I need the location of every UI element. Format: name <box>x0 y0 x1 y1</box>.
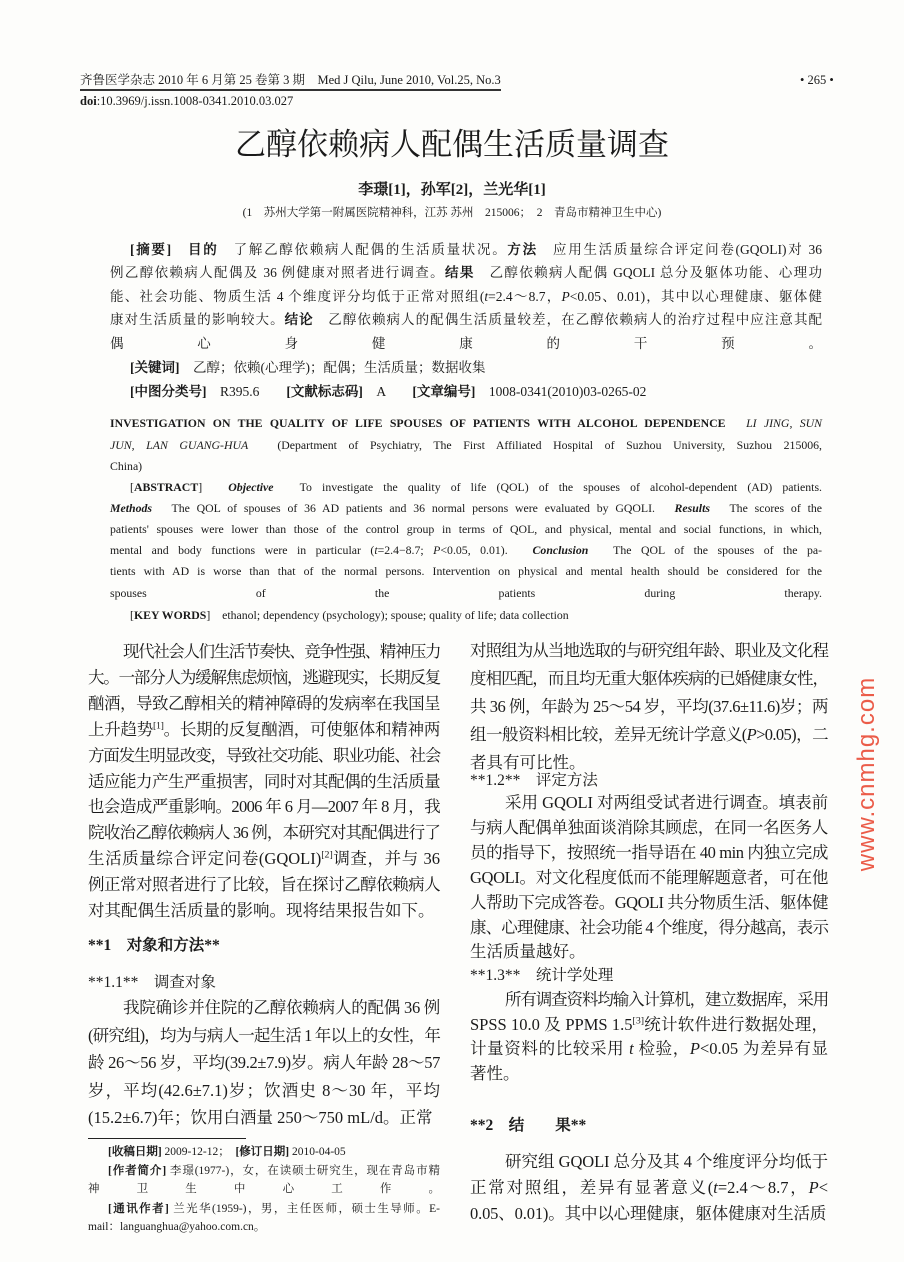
text-run: 岁，平均(42.6±7.1)岁；饮酒史 8～30 年，平均 <box>88 1081 440 1100</box>
text-run: R395.6 <box>206 384 287 399</box>
body-line <box>470 668 828 690</box>
text-run: 康、心理健康、社会功能 4 个维度，得分越高，表示 <box>470 918 828 937</box>
section-heading: **1 对象和方法** <box>88 937 220 954</box>
text-run: 乙醇；依赖(心理学)；配偶；生活质量；数据收集 <box>179 360 486 375</box>
text-run: [ <box>130 480 134 494</box>
body-line <box>470 1203 828 1225</box>
section-heading: **2 结 果** <box>470 1117 587 1134</box>
text-run: 兰光华(1959-)，男，主任医师，硕士生导师。E- <box>168 1203 440 1215</box>
body-line <box>88 874 440 896</box>
body-line <box>505 792 828 814</box>
text-run: 上升趋势 <box>88 720 154 739</box>
italic-text: P <box>808 1178 819 1197</box>
text-run: mail：languanghua@yahoo.com.cn。 <box>88 1221 266 1233</box>
text-run: 适应能力产生严重损害，同时对其配偶的生活质量 <box>88 772 440 791</box>
body-line <box>88 796 440 818</box>
text-run: (研究组)，均为与病人一起生活 1 年以上的女性，年 <box>88 1026 440 1045</box>
bold-text: ABSTRACT <box>133 480 199 494</box>
citation-ref: [3] <box>632 1015 645 1027</box>
text-run: 我院确诊并住院的乙醇依赖病人的配偶 36 例 <box>123 998 440 1017</box>
text-run: 了解乙醇依赖病人配偶的生活质量状况。 <box>218 242 508 257</box>
text-run: (Department of Psychiatry, The First Affiliated Hospital of Suzhou University, Suzhou 215006, <box>248 438 822 452</box>
text-run: < <box>818 1178 828 1197</box>
text-run: 对照组为从当地选取的与研究组年龄、职业及文化程 <box>470 641 828 660</box>
abstract-en-line <box>130 479 822 495</box>
italic-text: JUN, LAN GUANG-HUA <box>110 438 249 452</box>
bold-text: [中图分类号] <box>130 384 207 399</box>
bold-text: [通讯作者] <box>108 1203 169 1215</box>
body-line <box>88 848 440 870</box>
text-run: 与病人配偶单独面谈消除其顾虑，在同一名医务人 <box>470 818 828 837</box>
body-line <box>88 771 440 793</box>
text-run: 人帮助下完成答卷。GQOLI 共分物质生活、躯体健 <box>470 893 828 912</box>
abstract-en-line <box>110 542 822 558</box>
abstract-en-line <box>130 607 822 623</box>
footnote-line <box>108 1144 440 1160</box>
text-run: 者具有可比性。 <box>470 753 586 772</box>
text-run: 也会造成严重影响。2006 年 6 月—2007 年 8 月，我 <box>88 797 440 816</box>
bold-text: [摘要] 目的 <box>130 242 219 257</box>
italic-text: t <box>713 1178 718 1197</box>
authors: 李璟[1]，孙军[2]，兰光华[1] <box>358 182 546 198</box>
text-run: 。长期的反复酗酒，可使躯体和精神两 <box>163 720 440 739</box>
body-line <box>470 696 828 718</box>
doi <box>80 93 293 110</box>
body-line <box>88 745 440 767</box>
text-run: =2.4−8.7; <box>377 543 434 557</box>
body-line <box>470 1177 828 1199</box>
text-run: SPSS 10.0 及 PPMS 1.5 <box>470 1015 633 1034</box>
bold-text: [文献标志码] <box>286 384 363 399</box>
bold-text: INVESTIGATION ON THE QUALITY OF LIFE SPOUSES OF PATIENTS WITH ALCOHOL DEPENDENCE <box>110 416 726 430</box>
text-run: mental and body functions were in particular ( <box>110 543 375 557</box>
text-run: =2.4～8.7， <box>488 289 562 304</box>
subsection-heading: **1.2** 评定方法 <box>470 772 598 789</box>
italic-text: P <box>689 1039 700 1058</box>
text-run: 生活质量越好。 <box>470 942 586 961</box>
italic-text: LI JING, SUN <box>746 416 822 430</box>
text-run: tients with AD is worse than that of the normal persons. Intervention on physical and mental health should be considered for the <box>110 564 822 578</box>
text-run: 度相匹配，而且均无重大躯体疾病的已婚健康女性， <box>470 669 828 688</box>
text-run: The scores of the <box>709 501 822 515</box>
body-line <box>88 1025 440 1047</box>
body-line <box>505 1151 828 1173</box>
text-run: >0.05)，二 <box>756 725 828 744</box>
text-run: 例乙醇依赖病人配偶及 36 例健康对照者进行调查。 <box>110 265 445 280</box>
bold-text: doi <box>80 94 97 108</box>
abstract-cn-line <box>130 241 822 259</box>
body-line <box>470 867 828 889</box>
text-run: 院收治乙醇依赖病人 36 例，本研究对其配偶进行了 <box>88 823 440 842</box>
text-run: 大。一部分人为缓解焦虑烦恼，逃避现实，长期反复 <box>88 668 440 687</box>
body-line <box>88 1080 440 1102</box>
text-run: To investigate the quality of life (QOL) of the spouses of alcohol-dependent (AD) patients. <box>273 480 822 494</box>
bold-text: [文章编号] <box>412 384 476 399</box>
body-line <box>470 1038 828 1060</box>
text-run: [ <box>130 608 134 622</box>
body-line <box>470 817 828 839</box>
bold-text: 方法 <box>507 242 538 257</box>
footnote-line <box>88 1181 440 1197</box>
journal-citation <box>80 72 501 91</box>
bold-text: [收稿日期] <box>108 1146 162 1158</box>
italic-text: t <box>374 543 378 557</box>
text-run: 计量资料的比较采用 <box>470 1039 630 1058</box>
text-run: (1 苏州大学第一附属医院精神科，江苏 苏州 215006； 2 青岛市精神卫生中心) <box>242 207 662 219</box>
body-line <box>88 1052 440 1074</box>
abstract-en-line <box>110 458 822 474</box>
bold-text: 结论 <box>284 312 314 327</box>
text-run: 采用 GQOLI 对两组受试者进行调查。填表前 <box>505 793 828 812</box>
body-line <box>505 989 828 1011</box>
abstract-en-line <box>110 563 822 579</box>
body-line <box>470 640 828 662</box>
bold-text: [作者简介] <box>108 1165 167 1177</box>
text-run: The QOL of spouses of 36 AD patients and 36 normal persons were evaluated by GQOLI. <box>151 501 675 515</box>
bold-text: Objective <box>228 480 274 494</box>
body-line <box>123 641 440 663</box>
citation-ref: [1] <box>153 720 164 732</box>
body-line <box>470 1063 828 1085</box>
abstract-cn-line <box>130 359 822 377</box>
bold-text: Methods <box>110 501 152 515</box>
text-run: A <box>362 384 413 399</box>
text-run <box>726 416 747 430</box>
text-run: =2.4～8.7， <box>717 1178 809 1197</box>
subsection-heading: **1.3** 统计学处理 <box>470 967 614 984</box>
text-run: <0.05, 0.01). <box>440 543 533 557</box>
body-line <box>88 667 440 689</box>
bold-text: [关键词] <box>130 360 180 375</box>
citation-ref: [2] <box>321 849 333 861</box>
text-run: 齐鲁医学杂志 2010 年 6 月第 25 卷第 3 期 Med J Qilu, June 2010, Vol.25, No.3 <box>80 73 501 87</box>
subsection-heading: **1.1** 调查对象 <box>88 974 216 991</box>
text-run: 乙醇依赖病人的配偶生活质量较差，在乙醇依赖病人的治疗过程中应注意其配 <box>313 312 823 327</box>
abstract-en-line <box>110 500 822 516</box>
text-run: 乙醇依赖病人配偶生活质量调查 <box>235 127 669 162</box>
italic-text: P <box>561 289 570 304</box>
text-run: 组一般资料相比较，差异无统计学意义( <box>470 725 747 744</box>
text-run: 检验， <box>633 1039 690 1058</box>
text-run: The QOL of the spouses of the pa- <box>588 543 823 557</box>
body-line <box>88 1107 440 1129</box>
italic-text: P <box>746 725 757 744</box>
text-run: 现代社会人们生活节奏快、竞争性强、精神压力 <box>123 642 440 661</box>
text-run: ] ethanol; dependency (psychology); spouse; quality of life; data collection <box>206 608 569 622</box>
text-run: 所有调查资料均输入计算机，建立数据库，采用 <box>505 990 828 1009</box>
bold-text: Results <box>674 501 710 515</box>
italic-text: t <box>484 289 489 304</box>
text-run: 能、社会功能、物质生活 4 个维度评分均低于正常对照组( <box>110 289 485 304</box>
body-line <box>88 693 440 715</box>
text-run: 1008-0341(2010)03-0265-02 <box>475 384 647 399</box>
text-run: • 265 • <box>800 73 834 87</box>
text-run: :10.3969/j.issn.1008-0341.2010.03.027 <box>96 94 294 108</box>
text-run: 2009-12-12； <box>161 1146 236 1158</box>
footnote-divider <box>88 1138 246 1139</box>
text-run: 2010-04-05 <box>289 1146 346 1158</box>
affiliation <box>0 205 904 221</box>
text-run: 乙醇依赖病人配偶 GQOLI 总分及躯体功能、心理功 <box>474 265 822 280</box>
abstract-cn-line <box>110 311 822 329</box>
text-run: 共 36 例，年龄为 25～54 岁，平均(37.6±11.6)岁；两 <box>470 697 828 716</box>
abstract-en-line <box>110 415 822 431</box>
text-run: GQOLI。对文化程度低而不能理解题意者，可在他 <box>470 868 828 887</box>
bold-text: [修订日期] <box>235 1146 290 1158</box>
text-run: spouses of the patients during therapy. <box>110 586 822 600</box>
text-run: 康对生活质量的影响较大。 <box>110 312 285 327</box>
abstract-cn-line <box>110 335 822 353</box>
body-line <box>88 822 440 844</box>
abstract-en-line <box>110 585 822 601</box>
body-line <box>123 997 440 1019</box>
article-title <box>0 124 904 166</box>
text-run: 方面发生明显改变，导致社交功能、职业功能、社会 <box>88 746 440 765</box>
watermark: www.cnmhg.com <box>853 676 881 872</box>
text-run: 员的指导下，按照统一指导语在 40 min 内独立完成 <box>470 843 828 862</box>
abstract-en-line <box>110 437 822 453</box>
text-run: China) <box>110 459 143 473</box>
text-run: 统计软件进行数据处理， <box>644 1015 828 1034</box>
text-run: 李璟(1977-)，女，在读硕士研究生，现在青岛市精 <box>166 1165 440 1177</box>
text-run: 酗酒，导致乙醇相关的精神障碍的发病率在我国呈 <box>88 694 440 713</box>
text-run: (15.2±6.7)年；饮用白酒量 250～750 mL/d。正常 <box>88 1108 433 1127</box>
text-run: 0.05、0.01)。其中以心理健康，躯体健康对生活质 <box>470 1204 827 1223</box>
body-line <box>470 842 828 864</box>
text-run: 例正常对照者进行了比较，旨在探讨乙醇依赖病人 <box>88 875 440 894</box>
abstract-cn-line <box>110 264 822 282</box>
page-number <box>800 72 834 89</box>
footnote-line <box>88 1219 440 1235</box>
text-run: <0.05 为差异有显 <box>699 1039 829 1058</box>
abstract-en-line <box>110 521 822 537</box>
body-line <box>470 917 828 939</box>
bold-text: KEY WORDS <box>133 608 207 622</box>
text-run: 神卫生中心工作。 <box>88 1183 440 1195</box>
body-line <box>470 941 828 963</box>
abstract-cn-line <box>110 288 822 306</box>
text-run: ] <box>198 480 229 494</box>
text-run: <0.05、0.01)，其中以心理健康、躯体健 <box>569 289 822 304</box>
text-run: 生活质量综合评定问卷(GQOLI) <box>88 849 322 868</box>
text-run: 研究组 GQOLI 总分及其 4 个维度评分均低于 <box>505 1152 828 1171</box>
bold-text: 结果 <box>445 265 475 280</box>
text-run: 龄 26～56 岁，平均(39.2±7.9)岁。病人年龄 28～57 <box>88 1053 440 1072</box>
bold-text: Conclusion <box>532 543 589 557</box>
footnote-line <box>108 1163 440 1179</box>
body-line <box>470 1014 828 1036</box>
text-run: 偶心身健康的干预。 <box>110 336 822 351</box>
text-run: 著性。 <box>470 1064 520 1083</box>
italic-text: t <box>629 1039 634 1058</box>
footnote-line <box>108 1201 440 1217</box>
abstract-cn-line <box>130 383 822 401</box>
text-run: 正常对照组，差异有显著意义( <box>470 1178 714 1197</box>
text-run: 调查，并与 36 <box>332 849 441 868</box>
body-line <box>88 719 440 741</box>
text-run: patients' spouses were lower than those of the control group in terms of QOL, and physical, mental and social functions, in which, <box>110 522 822 536</box>
text-run: 应用生活质量综合评定问卷(GQOLI)对 36 <box>537 242 823 257</box>
italic-text: P <box>433 543 441 557</box>
body-line <box>88 900 440 922</box>
text-run: 对其配偶生活质量的影响。现将结果报告如下。 <box>88 901 435 920</box>
body-line <box>470 724 828 746</box>
body-line <box>470 892 828 914</box>
